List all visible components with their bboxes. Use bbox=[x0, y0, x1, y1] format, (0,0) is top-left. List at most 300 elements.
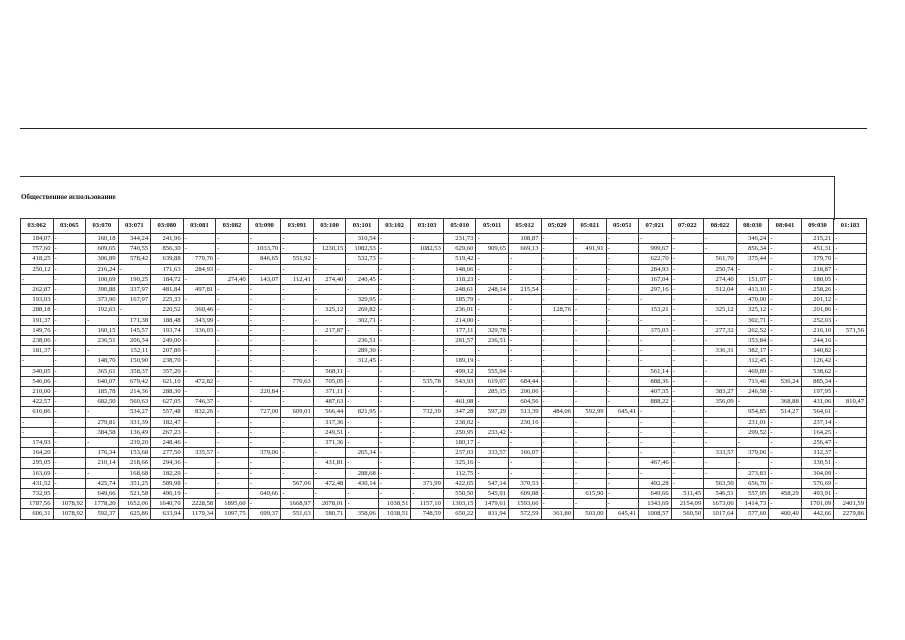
table-cell: - bbox=[216, 295, 249, 305]
table-cell: - bbox=[378, 448, 411, 458]
table-cell: 619,07 bbox=[476, 376, 509, 386]
table-cell: - bbox=[476, 315, 509, 325]
header-row bbox=[21, 219, 867, 234]
table-cell: 713,46 bbox=[736, 376, 769, 386]
table-cell: 214,36 bbox=[118, 387, 151, 397]
table-cell: 240,45 bbox=[346, 274, 379, 284]
table-cell: - bbox=[346, 397, 379, 407]
table-cell: - bbox=[281, 427, 314, 437]
table-cell: 277,32 bbox=[704, 325, 737, 335]
table-cell: - bbox=[281, 295, 314, 305]
table-cell: 451,31 bbox=[801, 244, 834, 254]
table-cell: - bbox=[541, 438, 574, 448]
table-cell: - bbox=[476, 438, 509, 448]
table-cell: 356,09 bbox=[704, 397, 737, 407]
table-cell: 128,76 bbox=[541, 305, 574, 315]
column-header: 03:071 bbox=[118, 219, 151, 234]
table-row bbox=[21, 254, 867, 264]
table-cell: - bbox=[346, 264, 379, 274]
table-cell: - bbox=[216, 438, 249, 448]
table-cell: - bbox=[769, 336, 802, 346]
table-cell: 370,53 bbox=[508, 478, 541, 488]
table-cell: - bbox=[346, 499, 379, 509]
table-cell: - bbox=[541, 427, 574, 437]
table-row bbox=[21, 244, 867, 254]
table-row bbox=[21, 397, 867, 407]
table-cell: - bbox=[216, 376, 249, 386]
table-cell: 176,34 bbox=[86, 448, 119, 458]
table-cell: - bbox=[606, 489, 639, 499]
table-cell: - bbox=[378, 254, 411, 264]
table-cell: 215,21 bbox=[801, 234, 834, 244]
table-cell: - bbox=[639, 417, 672, 427]
table-cell: 519,42 bbox=[443, 254, 476, 264]
table-cell: 357,20 bbox=[151, 366, 184, 376]
table-cell: 732,95 bbox=[21, 489, 54, 499]
table-cell: - bbox=[378, 397, 411, 407]
table-cell: 216,24 bbox=[86, 264, 119, 274]
data-table bbox=[20, 218, 867, 520]
table-cell: 609,88 bbox=[508, 489, 541, 499]
table-cell: - bbox=[574, 438, 607, 448]
table-cell: 197,95 bbox=[801, 387, 834, 397]
table-cell: 413,10 bbox=[736, 285, 769, 295]
table-cell: 277,50 bbox=[151, 448, 184, 458]
table-cell: - bbox=[313, 489, 346, 499]
table-cell: 513,39 bbox=[508, 407, 541, 417]
table-cell: - bbox=[411, 285, 444, 295]
table-cell: - bbox=[834, 274, 867, 284]
table-cell: 210,14 bbox=[86, 458, 119, 468]
table-cell: - bbox=[346, 417, 379, 427]
table-cell: 645,41 bbox=[606, 407, 639, 417]
table-cell: 358,37 bbox=[118, 366, 151, 376]
table-cell: - bbox=[346, 325, 379, 335]
table-cell: - bbox=[671, 468, 704, 478]
table-cell: - bbox=[378, 468, 411, 478]
table-cell: - bbox=[574, 468, 607, 478]
table-cell: 188,48 bbox=[151, 315, 184, 325]
table-cell: - bbox=[574, 346, 607, 356]
table-cell: 191,37 bbox=[21, 315, 54, 325]
table-cell: - bbox=[443, 387, 476, 397]
table-cell: 249,51 bbox=[313, 427, 346, 437]
column-header: 03:081 bbox=[183, 219, 216, 234]
table-cell: - bbox=[574, 356, 607, 366]
table-cell: - bbox=[476, 254, 509, 264]
table-cell: - bbox=[53, 325, 86, 335]
table-cell: - bbox=[411, 427, 444, 437]
table-cell: - bbox=[834, 468, 867, 478]
table-cell: - bbox=[281, 336, 314, 346]
table-cell: 368,88 bbox=[769, 397, 802, 407]
column-header: 08:022 bbox=[704, 219, 737, 234]
table-cell: - bbox=[411, 417, 444, 427]
table-cell: - bbox=[834, 427, 867, 437]
table-cell: 472,48 bbox=[313, 478, 346, 488]
table-cell: 262,52 bbox=[736, 325, 769, 335]
table-cell: 669,13 bbox=[508, 244, 541, 254]
table-row bbox=[21, 489, 867, 499]
column-header: 03:070 bbox=[86, 219, 119, 234]
table-cell: - bbox=[671, 427, 704, 437]
table-cell: 236,51 bbox=[476, 336, 509, 346]
table-cell: - bbox=[736, 264, 769, 274]
table-cell: 470,00 bbox=[736, 295, 769, 305]
table-row bbox=[21, 478, 867, 488]
table-cell: - bbox=[183, 417, 216, 427]
table-cell: - bbox=[216, 478, 249, 488]
table-cell: - bbox=[411, 336, 444, 346]
table-cell: - bbox=[313, 468, 346, 478]
table-cell: 684,44 bbox=[508, 376, 541, 386]
table-cell: - bbox=[769, 346, 802, 356]
table-cell: - bbox=[606, 336, 639, 346]
table-cell: - bbox=[671, 234, 704, 244]
table-cell: 244,16 bbox=[801, 336, 834, 346]
table-cell: - bbox=[378, 305, 411, 315]
table-cell: 201,86 bbox=[801, 305, 834, 315]
table-cell: - bbox=[606, 254, 639, 264]
table-cell: - bbox=[574, 366, 607, 376]
table-cell: - bbox=[216, 387, 249, 397]
vertical-rule bbox=[834, 176, 835, 220]
table-cell: - bbox=[834, 356, 867, 366]
table-cell: 536,24 bbox=[769, 376, 802, 386]
table-cell: 299,52 bbox=[736, 427, 769, 437]
table-cell: 1078,92 bbox=[53, 509, 86, 519]
table-cell: 302,71 bbox=[736, 315, 769, 325]
table-cell: - bbox=[248, 438, 281, 448]
table-cell: - bbox=[639, 234, 672, 244]
table-cell: - bbox=[216, 325, 249, 335]
table-cell: 567,06 bbox=[281, 478, 314, 488]
table-cell: - bbox=[281, 417, 314, 427]
column-header: 03:082 bbox=[216, 219, 249, 234]
table-cell: 220,52 bbox=[151, 305, 184, 315]
table-cell: - bbox=[574, 417, 607, 427]
table-cell: 1097,75 bbox=[216, 509, 249, 519]
table-cell: - bbox=[606, 387, 639, 397]
table-cell: - bbox=[248, 295, 281, 305]
table-cell: 561,70 bbox=[704, 254, 737, 264]
table-cell: - bbox=[53, 295, 86, 305]
table-cell: - bbox=[21, 356, 54, 366]
table-cell: 274,40 bbox=[704, 274, 737, 284]
table-cell: - bbox=[574, 254, 607, 264]
table-cell: - bbox=[606, 295, 639, 305]
table-cell: 246,58 bbox=[736, 387, 769, 397]
table-cell: - bbox=[834, 407, 867, 417]
table-cell: 365,61 bbox=[86, 366, 119, 376]
table-cell: 346,24 bbox=[736, 234, 769, 244]
table-cell: - bbox=[541, 264, 574, 274]
table-cell: 325,12 bbox=[736, 305, 769, 315]
table-cell: 1179,34 bbox=[183, 509, 216, 519]
table-cell: 153,68 bbox=[118, 448, 151, 458]
table-cell: 1343,69 bbox=[639, 499, 672, 509]
table-cell: - bbox=[313, 264, 346, 274]
table-cell: 1033,70 bbox=[248, 244, 281, 254]
table-cell: 545,91 bbox=[476, 489, 509, 499]
table-cell: - bbox=[378, 407, 411, 417]
table-cell: - bbox=[606, 325, 639, 335]
table-cell: 1652,06 bbox=[118, 499, 151, 509]
table-cell: - bbox=[53, 285, 86, 295]
table-cell: - bbox=[346, 489, 379, 499]
table-cell: - bbox=[541, 417, 574, 427]
table-cell: - bbox=[411, 387, 444, 397]
table-cell: - bbox=[704, 458, 737, 468]
table-row bbox=[21, 366, 867, 376]
table-cell: - bbox=[216, 407, 249, 417]
table-cell: 534,27 bbox=[118, 407, 151, 417]
table-cell: 340,82 bbox=[801, 346, 834, 356]
table-cell: - bbox=[248, 336, 281, 346]
table-cell: - bbox=[769, 274, 802, 284]
table-cell: 167,97 bbox=[118, 295, 151, 305]
table-cell: 184,72 bbox=[151, 274, 184, 284]
table-cell: 163,69 bbox=[21, 468, 54, 478]
table-cell: - bbox=[834, 346, 867, 356]
table-row bbox=[21, 325, 867, 335]
table-cell: 627,05 bbox=[151, 397, 184, 407]
table-cell: - bbox=[411, 458, 444, 468]
table-cell: - bbox=[736, 458, 769, 468]
table-cell: 312,45 bbox=[736, 356, 769, 366]
table-cell: - bbox=[639, 427, 672, 437]
table-cell: - bbox=[378, 366, 411, 376]
table-cell: 625,86 bbox=[118, 509, 151, 519]
table-row bbox=[21, 295, 867, 305]
table-cell: 333,57 bbox=[476, 448, 509, 458]
column-header: 07:022 bbox=[671, 219, 704, 234]
table-cell: 551,92 bbox=[281, 254, 314, 264]
table-cell: 550,50 bbox=[443, 489, 476, 499]
table-cell: - bbox=[183, 427, 216, 437]
table-cell: - bbox=[541, 489, 574, 499]
table-cell: 383,27 bbox=[704, 387, 737, 397]
table-cell: - bbox=[378, 438, 411, 448]
table-cell: - bbox=[86, 346, 119, 356]
table-cell: 999,67 bbox=[639, 244, 672, 254]
table-cell: - bbox=[574, 376, 607, 386]
table-row bbox=[21, 264, 867, 274]
table-cell: - bbox=[606, 285, 639, 295]
top-rule bbox=[20, 128, 867, 129]
table-cell: - bbox=[346, 438, 379, 448]
table-cell: 237,14 bbox=[801, 417, 834, 427]
table-cell: - bbox=[281, 285, 314, 295]
table-cell: - bbox=[216, 427, 249, 437]
table-cell: - bbox=[183, 234, 216, 244]
table-cell: - bbox=[574, 264, 607, 274]
table-cell: - bbox=[704, 244, 737, 254]
table-cell: - bbox=[574, 458, 607, 468]
table-cell: 238,06 bbox=[21, 336, 54, 346]
table-cell: 353,84 bbox=[736, 336, 769, 346]
table-cell: - bbox=[411, 305, 444, 315]
table-cell: - bbox=[639, 346, 672, 356]
table-cell: - bbox=[574, 499, 607, 509]
table-cell: 566,44 bbox=[313, 407, 346, 417]
table-cell: - bbox=[606, 417, 639, 427]
table-cell: 422,65 bbox=[443, 478, 476, 488]
table-cell: 2401,59 bbox=[834, 499, 867, 509]
table-cell: - bbox=[411, 295, 444, 305]
table-cell: - bbox=[541, 234, 574, 244]
table-cell: 118,23 bbox=[443, 274, 476, 284]
table-cell: - bbox=[53, 356, 86, 366]
table-cell: 351,25 bbox=[118, 478, 151, 488]
table-cell: 493,91 bbox=[801, 489, 834, 499]
table-cell: - bbox=[216, 489, 249, 499]
table-cell: 2279,86 bbox=[834, 509, 867, 519]
table-cell: 206,34 bbox=[118, 336, 151, 346]
table-cell: 484,06 bbox=[541, 407, 574, 417]
table-cell: - bbox=[378, 427, 411, 437]
table-cell: 384,58 bbox=[86, 427, 119, 437]
table-cell: 461,08 bbox=[443, 397, 476, 407]
table-cell: 218,87 bbox=[801, 264, 834, 274]
table-row bbox=[21, 499, 867, 509]
table-cell: - bbox=[53, 346, 86, 356]
table-cell: 757,60 bbox=[21, 244, 54, 254]
table-cell: - bbox=[704, 315, 737, 325]
table-cell: - bbox=[704, 356, 737, 366]
table-cell: 547,14 bbox=[476, 478, 509, 488]
table-row bbox=[21, 356, 867, 366]
table-cell: - bbox=[183, 387, 216, 397]
table-cell: 954,85 bbox=[736, 407, 769, 417]
table-cell: - bbox=[378, 417, 411, 427]
table-cell: - bbox=[606, 376, 639, 386]
table-row bbox=[21, 376, 867, 386]
table-cell: - bbox=[671, 376, 704, 386]
table-cell: - bbox=[769, 325, 802, 335]
table-cell: 340,05 bbox=[21, 366, 54, 376]
table-cell: 325,16 bbox=[443, 458, 476, 468]
table-cell: - bbox=[671, 458, 704, 468]
table-cell: 1673,06 bbox=[704, 499, 737, 509]
table-cell: - bbox=[508, 264, 541, 274]
table-cell: - bbox=[541, 295, 574, 305]
column-header: 05:010 bbox=[443, 219, 476, 234]
table-cell: - bbox=[606, 478, 639, 488]
table-cell: - bbox=[769, 448, 802, 458]
table-cell: 682,50 bbox=[86, 397, 119, 407]
table-cell: 1230,15 bbox=[313, 244, 346, 254]
table-cell: - bbox=[53, 458, 86, 468]
table-cell: - bbox=[216, 417, 249, 427]
table-cell: - bbox=[736, 397, 769, 407]
table-cell: 347,28 bbox=[443, 407, 476, 417]
table-cell: - bbox=[216, 254, 249, 264]
table-cell: - bbox=[541, 336, 574, 346]
table-cell: - bbox=[541, 387, 574, 397]
table-cell: - bbox=[508, 325, 541, 335]
table-cell: 1038,51 bbox=[378, 499, 411, 509]
table-cell: 2228,58 bbox=[183, 499, 216, 509]
table-cell: 578,42 bbox=[118, 254, 151, 264]
table-cell: 379,70 bbox=[801, 254, 834, 264]
table-cell: - bbox=[834, 366, 867, 376]
table-cell: - bbox=[574, 305, 607, 315]
table-cell: - bbox=[183, 356, 216, 366]
table-cell: - bbox=[248, 305, 281, 315]
table-cell: 258,26 bbox=[801, 285, 834, 295]
table-cell: - bbox=[313, 315, 346, 325]
table-cell: - bbox=[606, 427, 639, 437]
table-cell: 100,69 bbox=[86, 274, 119, 284]
table-cell: - bbox=[378, 264, 411, 274]
table-cell: - bbox=[671, 254, 704, 264]
table-cell: - bbox=[411, 438, 444, 448]
table-cell: - bbox=[671, 285, 704, 295]
table-cell: - bbox=[671, 295, 704, 305]
table-cell: - bbox=[378, 244, 411, 254]
table-cell: - bbox=[541, 274, 574, 284]
table-cell: - bbox=[281, 448, 314, 458]
table-cell: - bbox=[541, 376, 574, 386]
table-cell: 430,14 bbox=[346, 478, 379, 488]
table-cell: 551,63 bbox=[281, 509, 314, 519]
table-cell: 284,93 bbox=[183, 264, 216, 274]
table-cell: 543,93 bbox=[443, 376, 476, 386]
table-cell: - bbox=[606, 468, 639, 478]
table-cell: - bbox=[216, 397, 249, 407]
table-cell: - bbox=[834, 264, 867, 274]
table-cell: - bbox=[671, 274, 704, 284]
table-cell: 629,60 bbox=[443, 244, 476, 254]
table-cell: - bbox=[476, 274, 509, 284]
table-cell: - bbox=[834, 315, 867, 325]
table-cell: - bbox=[606, 315, 639, 325]
table-cell: - bbox=[281, 387, 314, 397]
section-title: Общественное использование bbox=[21, 193, 116, 201]
table-cell: - bbox=[606, 438, 639, 448]
table-cell: 164,20 bbox=[21, 448, 54, 458]
table-cell: - bbox=[476, 234, 509, 244]
table-cell: - bbox=[53, 417, 86, 427]
table-cell: - bbox=[411, 356, 444, 366]
table-cell: - bbox=[769, 295, 802, 305]
table-cell: - bbox=[281, 315, 314, 325]
table-cell: - bbox=[378, 489, 411, 499]
table-cell: - bbox=[248, 397, 281, 407]
column-header: 05:012 bbox=[508, 219, 541, 234]
table-cell: - bbox=[346, 366, 379, 376]
table-cell: - bbox=[248, 234, 281, 244]
table-cell: - bbox=[248, 499, 281, 509]
table-cell: - bbox=[574, 325, 607, 335]
table-cell: 371,36 bbox=[313, 438, 346, 448]
table-cell: 382,17 bbox=[736, 346, 769, 356]
table-cell: 317,36 bbox=[313, 417, 346, 427]
table-cell: 810,47 bbox=[834, 397, 867, 407]
table-cell: - bbox=[378, 346, 411, 356]
table-cell: - bbox=[183, 489, 216, 499]
table-cell: - bbox=[53, 407, 86, 417]
table-cell: 343,99 bbox=[183, 315, 216, 325]
table-cell: 375,44 bbox=[736, 254, 769, 264]
table-cell: 580,71 bbox=[313, 509, 346, 519]
table-cell: - bbox=[411, 397, 444, 407]
table-cell: 143,07 bbox=[248, 274, 281, 284]
table-cell: - bbox=[704, 427, 737, 437]
table-cell: 214,00 bbox=[443, 315, 476, 325]
table-cell: 609,01 bbox=[281, 407, 314, 417]
